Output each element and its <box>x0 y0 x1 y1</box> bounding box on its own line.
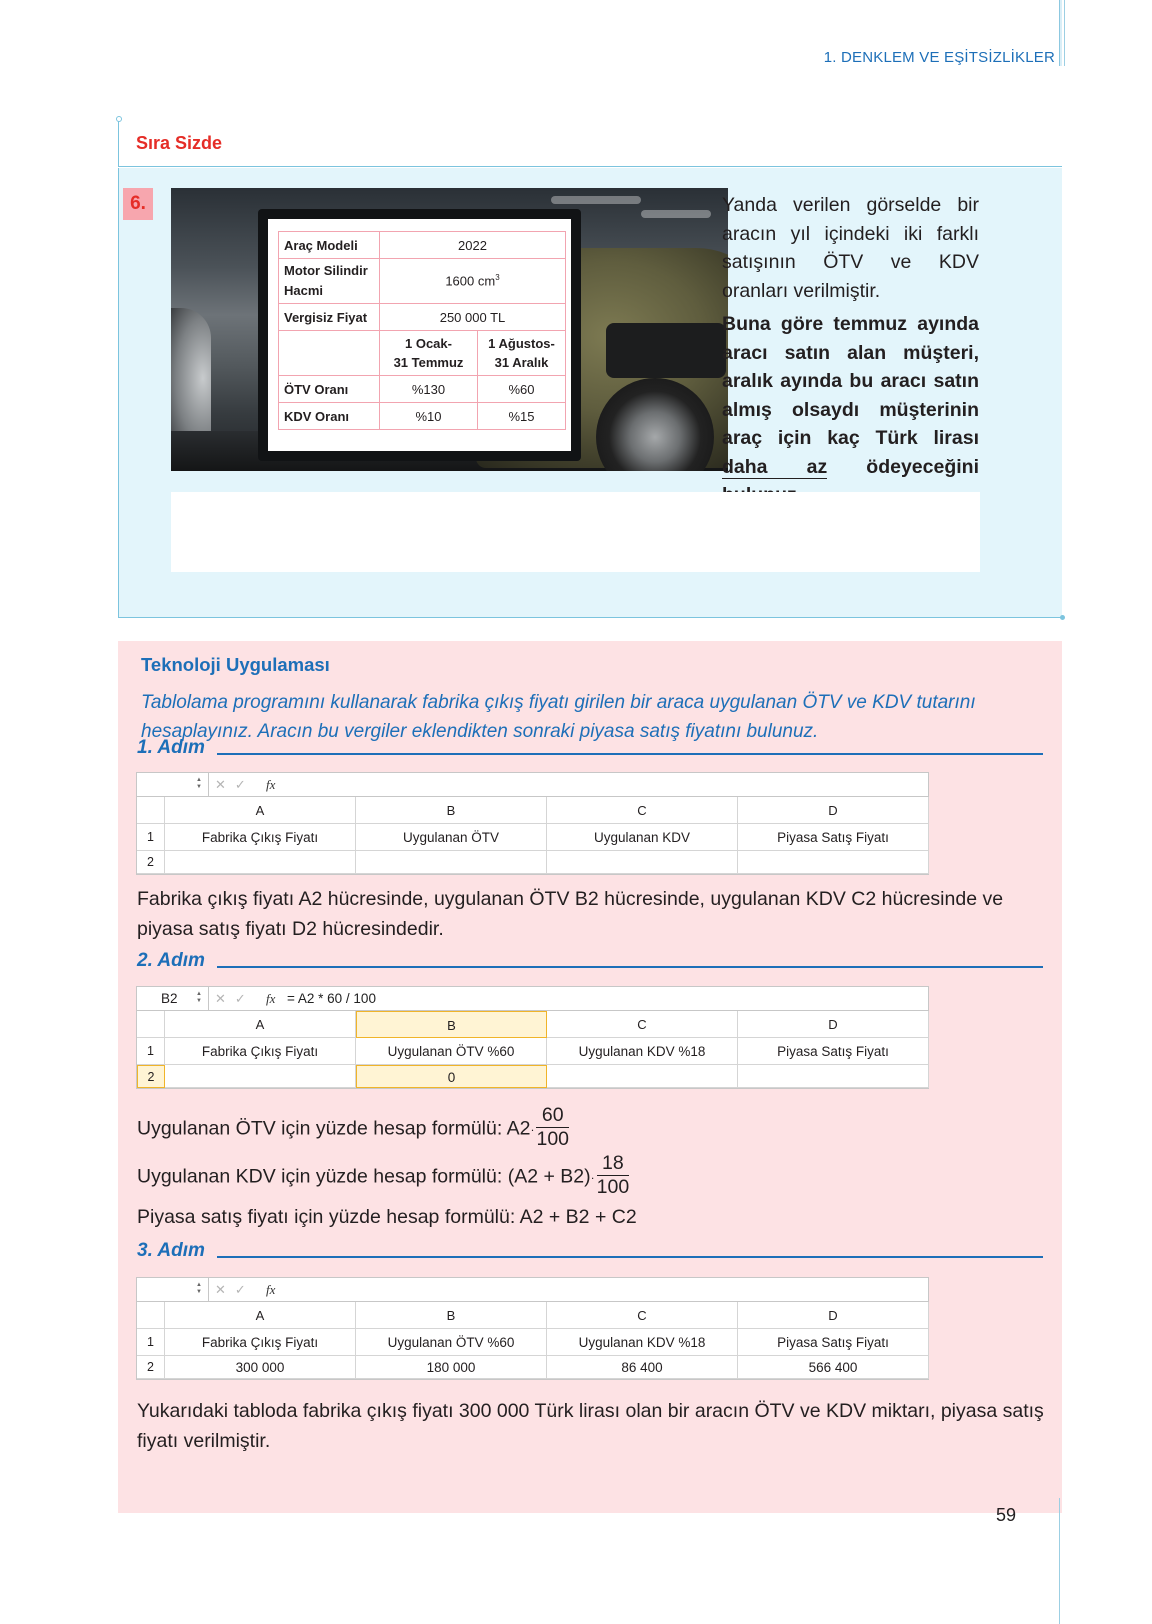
sira-sizde-section <box>118 120 1062 618</box>
cell-c1[interactable]: Uygulanan KDV %18 <box>547 1329 738 1356</box>
column-header-c[interactable]: C <box>547 797 738 824</box>
kdv-row <box>279 403 566 430</box>
column-header-d[interactable]: D <box>738 1011 929 1038</box>
car-spec-table <box>278 231 566 430</box>
cell-d1[interactable]: Piyasa Satış Fiyatı <box>738 824 929 851</box>
spec-value: 250 000 TL <box>380 304 566 331</box>
spreadsheet-step-1 <box>136 772 929 875</box>
namebox-stepper-icon[interactable]: ▲ ▼ <box>196 1282 202 1295</box>
engine-volume: 1600 cm <box>445 273 496 289</box>
cell-a2[interactable] <box>165 1065 356 1088</box>
row-header[interactable]: 2 <box>137 1065 165 1088</box>
numerator: 60 <box>536 1104 569 1128</box>
otv-row <box>279 376 566 403</box>
period-header-2: 1 Ağustos- 31 Aralık <box>478 331 566 376</box>
info-monitor <box>258 209 581 461</box>
sheet-row <box>137 1065 928 1088</box>
volume-exponent: 3 <box>495 273 500 283</box>
row-header[interactable]: 1 <box>137 1038 165 1065</box>
formula-text: Uygulanan KDV için yüzde hesap formülü: (A2 + B2) <box>137 1165 591 1188</box>
sira-sizde-body <box>118 168 1062 618</box>
column-header-c[interactable]: C <box>547 1302 738 1329</box>
spreadsheet-step-2 <box>136 986 929 1089</box>
section-end-dot <box>1060 615 1065 620</box>
rate-value: %10 <box>380 403 478 430</box>
header-rule <box>1059 0 1062 66</box>
rate-label: ÖTV Oranı <box>279 376 380 403</box>
row-header[interactable]: 2 <box>137 851 165 874</box>
formula-actions <box>215 1278 255 1301</box>
step-3-explanation: Yukarıdaki tabloda fabrika çıkış fiyatı 300 000 Türk lirası olan bir aracın ÖTV ve KDV miktarı, piyasa satış fiyatı verilmiştir. <box>137 1400 1044 1452</box>
fraction <box>597 1152 630 1199</box>
name-box[interactable]: B2 <box>137 987 209 1010</box>
formula-input[interactable]: = A2 * 60 / 100 <box>287 991 376 1006</box>
rate-label: KDV Oranı <box>279 403 380 430</box>
formula-text: Uygulanan ÖTV için yüzde hesap formülü: A2 <box>137 1117 531 1140</box>
row-header[interactable]: 1 <box>137 1329 165 1356</box>
column-header-b[interactable]: B <box>356 1302 547 1329</box>
column-header-d[interactable]: D <box>738 797 929 824</box>
question-text <box>722 191 979 515</box>
column-header-a[interactable]: A <box>165 797 356 824</box>
ceiling-light <box>551 196 641 204</box>
section-dot <box>116 116 122 122</box>
cancel-x-icon[interactable]: ✕ <box>215 991 235 1006</box>
spec-row <box>279 259 566 304</box>
period-header-1: 1 Ocak- 31 Temmuz <box>380 331 478 376</box>
step-3-label: 3. Adım <box>137 1240 205 1261</box>
question-prompt: Buna göre temmuz ayında aracı satın alan müşteri, aralık ayında bu aracı satın almış olsaydı müşterinin araç için kaç Türk lirası daha az ödeyeceğini <box>722 313 980 478</box>
formula-actions <box>215 773 255 796</box>
denominator: 100 <box>596 1176 630 1198</box>
cell-c2[interactable]: 86 400 <box>547 1356 738 1379</box>
cancel-x-icon[interactable]: ✕ <box>215 777 235 792</box>
cell-b1[interactable]: Uygulanan ÖTV %60 <box>356 1038 547 1065</box>
column-header-row <box>137 1011 928 1038</box>
fx-icon[interactable]: fx <box>266 1282 276 1297</box>
formula-bar <box>137 1278 928 1302</box>
cell-d2[interactable] <box>738 1065 929 1088</box>
monitor-screen <box>268 219 571 451</box>
price-formula-line: Piyasa satış fiyatı için yüzde hesap formülü: A2 + B2 + C2 <box>137 1206 637 1228</box>
sheet-row <box>137 1329 928 1356</box>
cell-c2[interactable] <box>547 1065 738 1088</box>
cancel-x-icon[interactable]: ✕ <box>215 1282 235 1297</box>
otv-formula-line <box>137 1106 1047 1153</box>
step-3-rule <box>217 1256 1043 1258</box>
column-header-row <box>137 1302 928 1329</box>
multiply-dot: · <box>530 1122 535 1137</box>
question-intro: Yanda verilen görselde bir aracın yıl içindeki iki farklı satışının ÖTV ve KDV oranları verilmiştir. <box>722 194 979 302</box>
numerator: 18 <box>597 1152 630 1176</box>
formula-actions <box>215 987 255 1010</box>
fx-icon[interactable]: fx <box>266 991 276 1006</box>
chapter-title: 1. DENKLEM VE EŞİTSİZLİKLER <box>823 49 1055 66</box>
row-header[interactable]: 1 <box>137 824 165 851</box>
rate-value: %15 <box>478 403 566 430</box>
teknoloji-title: Teknoloji Uygulaması <box>141 654 330 675</box>
cell-b2[interactable]: 180 000 <box>356 1356 547 1379</box>
kdv-formula-line <box>137 1154 1047 1201</box>
question-number: 6. <box>123 188 153 220</box>
cell-d2[interactable] <box>738 851 929 874</box>
cell-c1[interactable]: Uygulanan KDV %18 <box>547 1038 738 1065</box>
confirm-check-icon[interactable]: ✓ <box>234 1282 255 1297</box>
column-header-row <box>137 797 928 824</box>
column-header-a[interactable]: A <box>165 1011 356 1038</box>
teknoloji-section <box>118 641 1062 1513</box>
spec-value: 2022 <box>380 232 566 259</box>
multiply-dot: · <box>590 1170 595 1185</box>
step-1-explanation: Fabrika çıkış fiyatı A2 hücresinde, uygulanan ÖTV B2 hücresinde, uygulanan KDV C2 hücresinde ve piyasa satış fiyatı D2 hücresindedir. <box>137 888 1004 940</box>
select-all-corner[interactable] <box>137 1011 165 1038</box>
denominator: 100 <box>536 1128 570 1150</box>
spreadsheet-step-3 <box>136 1277 929 1380</box>
cell-a1[interactable]: Fabrika Çıkış Fiyatı <box>165 1329 356 1356</box>
confirm-check-icon[interactable]: ✓ <box>234 777 255 792</box>
sheet-row <box>137 1038 928 1065</box>
cell-c2[interactable] <box>547 851 738 874</box>
truck-grille <box>606 323 726 378</box>
rate-value: %130 <box>380 376 478 403</box>
column-header-c[interactable]: C <box>547 1011 738 1038</box>
spec-label: Motor Silindir Hacmi <box>279 259 380 304</box>
header-rule-thin <box>1064 0 1065 66</box>
page-number: 59 <box>996 1505 1017 1525</box>
rate-value: %60 <box>478 376 566 403</box>
select-all-corner[interactable] <box>137 797 165 824</box>
period-header-row <box>279 331 566 376</box>
fx-icon[interactable]: fx <box>266 777 276 792</box>
background-car <box>171 308 211 448</box>
namebox-stepper-icon[interactable]: ▲ ▼ <box>196 777 202 790</box>
teknoloji-intro: Tablolama programını kullanarak fabrika çıkış fiyatı girilen bir araca uygulanan ÖTV ve KDV tutarını hesaplayınız. Aracın bu vergiler eklendikten sonraki piyasa satış fiyatını bulunuz. <box>141 692 976 742</box>
column-header-b[interactable]: B <box>356 797 547 824</box>
cell-a2[interactable]: 300 000 <box>165 1356 356 1379</box>
spec-row <box>279 232 566 259</box>
formula-bar <box>137 773 928 797</box>
cell-d1[interactable]: Piyasa Satış Fiyatı <box>738 1329 929 1356</box>
spec-label: Vergisiz Fiyat <box>279 304 380 331</box>
empty-cell <box>279 331 380 376</box>
sira-sizde-title: Sıra Sizde <box>136 133 223 153</box>
column-header-b[interactable]: B <box>356 1011 547 1038</box>
confirm-check-icon[interactable]: ✓ <box>234 991 255 1006</box>
spec-label: Araç Modeli <box>279 232 380 259</box>
cell-d1[interactable]: Piyasa Satış Fiyatı <box>738 1038 929 1065</box>
step-2-label: 2. Adım <box>137 950 205 971</box>
row-header[interactable]: 2 <box>137 1356 165 1379</box>
namebox-stepper-icon[interactable]: ▲ ▼ <box>196 991 202 1004</box>
cell-b2-selected[interactable]: 0 <box>356 1065 547 1088</box>
sheet-row <box>137 851 928 874</box>
fraction <box>536 1104 569 1151</box>
select-all-corner[interactable] <box>137 1302 165 1329</box>
cell-a1[interactable]: Fabrika Çıkış Fiyatı <box>165 824 356 851</box>
cell-b1[interactable]: Uygulanan ÖTV %60 <box>356 1329 547 1356</box>
cell-d2[interactable]: 566 400 <box>738 1356 929 1379</box>
cell-a2[interactable] <box>165 851 356 874</box>
sira-sizde-header <box>118 120 1062 167</box>
sheet-row <box>137 824 928 851</box>
step-2-rule <box>217 966 1043 968</box>
spec-value <box>380 259 566 304</box>
spec-row <box>279 304 566 331</box>
column-header-a[interactable]: A <box>165 1302 356 1329</box>
cell-b2[interactable] <box>356 851 547 874</box>
formula-bar <box>137 987 928 1011</box>
step-1-label: 1. Adım <box>137 737 205 758</box>
step-1-rule <box>217 753 1043 755</box>
column-header-d[interactable]: D <box>738 1302 929 1329</box>
ceiling-light <box>641 210 711 218</box>
cell-b1[interactable]: Uygulanan ÖTV <box>356 824 547 851</box>
answer-area[interactable] <box>171 492 980 572</box>
underlined-phrase: daha az <box>722 455 828 478</box>
car-showroom-image <box>171 188 728 471</box>
sheet-row <box>137 1356 928 1379</box>
footer-rule <box>1059 1498 1060 1624</box>
cell-c1[interactable]: Uygulanan KDV <box>547 824 738 851</box>
cell-a1[interactable]: Fabrika Çıkış Fiyatı <box>165 1038 356 1065</box>
